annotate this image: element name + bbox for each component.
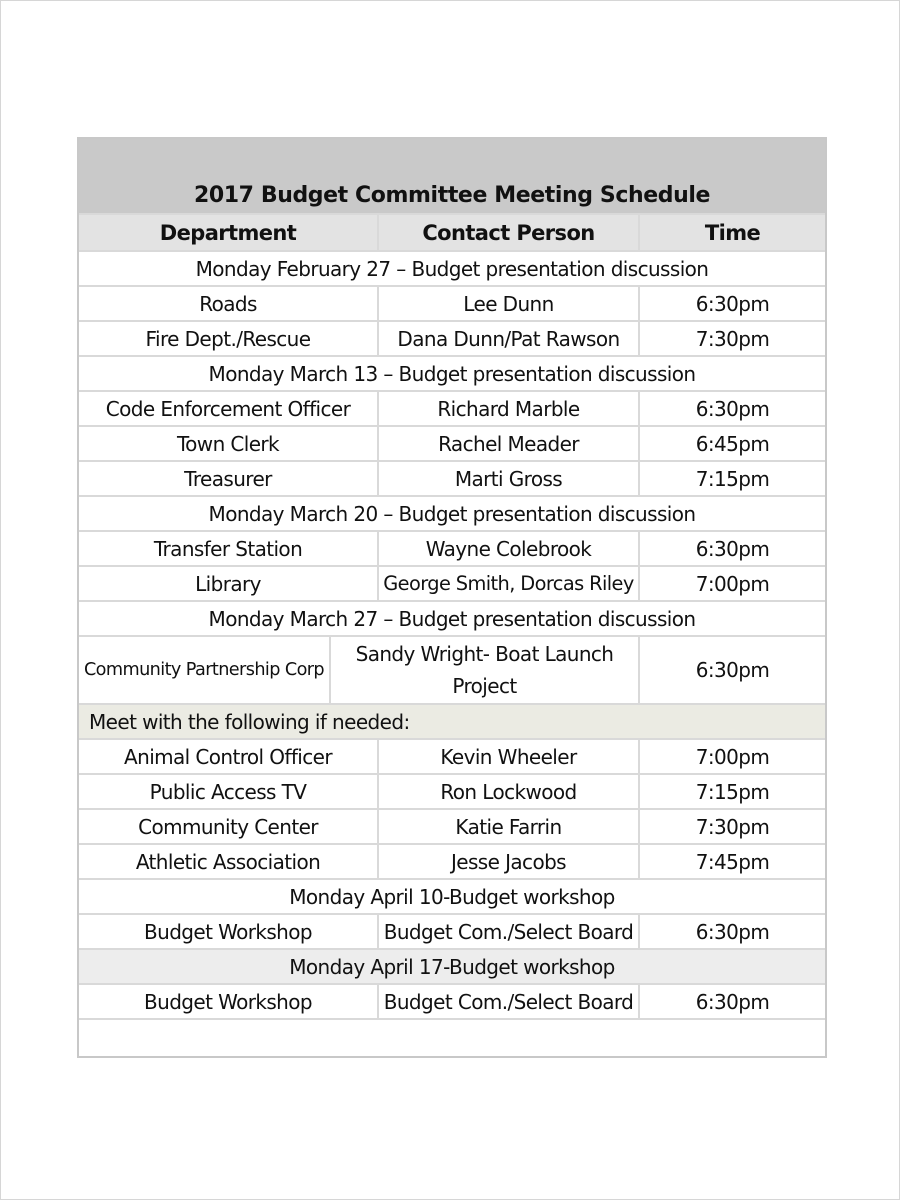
header-contact: Contact Person bbox=[379, 215, 640, 250]
time-cell: 6:30pm bbox=[695, 396, 770, 421]
table-row bbox=[79, 845, 825, 880]
table-row bbox=[79, 427, 825, 462]
contact-cell: Budget Com./Select Board bbox=[379, 915, 640, 948]
department-cell: Library bbox=[79, 567, 379, 600]
table-row bbox=[79, 532, 825, 567]
contact-cell: Richard Marble bbox=[379, 392, 640, 425]
table-row bbox=[79, 985, 825, 1020]
department-cell: Town Clerk bbox=[79, 427, 379, 460]
table-row bbox=[79, 287, 825, 322]
department-cell: Budget Workshop bbox=[79, 985, 379, 1018]
department-cell: Public Access TV bbox=[79, 775, 379, 808]
time-cell: 6:45pm bbox=[695, 431, 770, 456]
table-row bbox=[79, 810, 825, 845]
table-row bbox=[79, 567, 825, 602]
contact-cell: Budget Com./Select Board bbox=[379, 985, 640, 1018]
contact-cell: Lee Dunn bbox=[379, 287, 640, 320]
time-cell: 6:30pm bbox=[695, 536, 770, 561]
table-row bbox=[79, 740, 825, 775]
section-label: Monday February 27 – Budget presentation discussion bbox=[195, 256, 709, 281]
department-cell: Animal Control Officer bbox=[79, 740, 379, 773]
time-cell: 6:30pm bbox=[695, 919, 770, 944]
contact-cell: Ron Lockwood bbox=[379, 775, 640, 808]
department-cell: Roads bbox=[79, 287, 379, 320]
section-row bbox=[79, 497, 825, 532]
section-row-optional bbox=[79, 705, 825, 740]
table-row bbox=[79, 322, 825, 357]
title-row bbox=[79, 139, 825, 215]
section-row bbox=[79, 252, 825, 287]
table-row bbox=[79, 915, 825, 950]
contact-cell: Jesse Jacobs bbox=[379, 845, 640, 878]
time-cell: 6:30pm bbox=[695, 989, 770, 1014]
time-cell: 7:00pm bbox=[695, 744, 770, 769]
section-label: Monday March 27 – Budget presentation discussion bbox=[208, 606, 696, 631]
section-row bbox=[79, 357, 825, 392]
time-cell: 7:15pm bbox=[695, 466, 770, 491]
header-time: Time bbox=[704, 220, 761, 245]
table-row bbox=[79, 775, 825, 810]
department-cell: Treasurer bbox=[79, 462, 379, 495]
department-cell: Community Partnership Corp bbox=[79, 637, 331, 703]
time-cell: 6:30pm bbox=[695, 291, 770, 316]
time-cell: 7:00pm bbox=[695, 571, 770, 596]
department-cell: Community Center bbox=[79, 810, 379, 843]
header-row bbox=[79, 215, 825, 252]
section-row bbox=[79, 602, 825, 637]
section-label: Monday March 20 – Budget presentation discussion bbox=[208, 501, 696, 526]
contact-cell: Katie Farrin bbox=[379, 810, 640, 843]
time-cell: 7:45pm bbox=[695, 849, 770, 874]
department-cell: Code Enforcement Officer bbox=[79, 392, 379, 425]
department-cell: Fire Dept./Rescue bbox=[79, 322, 379, 355]
contact-cell: Sandy Wright- Boat Launch Project bbox=[331, 637, 640, 703]
contact-cell: Marti Gross bbox=[379, 462, 640, 495]
department-cell: Budget Workshop bbox=[79, 915, 379, 948]
section-label: Monday March 13 – Budget presentation discussion bbox=[208, 361, 696, 386]
schedule-table bbox=[77, 137, 827, 1058]
table-row bbox=[79, 462, 825, 497]
table-row bbox=[79, 637, 825, 705]
department-cell: Athletic Association bbox=[79, 845, 379, 878]
contact-cell: Dana Dunn/Pat Rawson bbox=[379, 322, 640, 355]
header-department: Department bbox=[79, 215, 379, 250]
section-label: Monday April 10-Budget workshop bbox=[289, 884, 615, 909]
time-cell: 7:30pm bbox=[695, 326, 770, 351]
empty-row bbox=[79, 1020, 825, 1056]
section-row bbox=[79, 880, 825, 915]
section-label: Meet with the following if needed: bbox=[89, 709, 410, 734]
section-label: Monday April 17-Budget workshop bbox=[289, 954, 615, 979]
contact-cell: Kevin Wheeler bbox=[379, 740, 640, 773]
time-cell: 7:15pm bbox=[695, 779, 770, 804]
contact-cell: George Smith, Dorcas Riley bbox=[379, 567, 640, 600]
time-cell: 6:30pm bbox=[695, 658, 770, 682]
department-cell: Transfer Station bbox=[79, 532, 379, 565]
section-row bbox=[79, 950, 825, 985]
time-cell: 7:30pm bbox=[695, 814, 770, 839]
contact-cell: Wayne Colebrook bbox=[379, 532, 640, 565]
schedule-title: 2017 Budget Committee Meeting Schedule bbox=[193, 183, 711, 208]
contact-cell: Rachel Meader bbox=[379, 427, 640, 460]
table-row bbox=[79, 392, 825, 427]
